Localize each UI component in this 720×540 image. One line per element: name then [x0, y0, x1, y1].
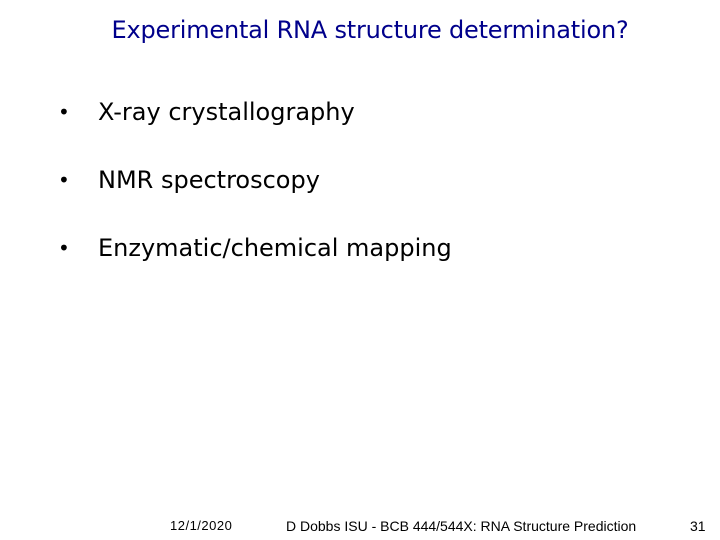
footer-date: 12/1/2020 [170, 518, 233, 533]
bullet-item-nmr [58, 160, 452, 200]
bullet-text: Enzymatic/chemical mapping [98, 234, 452, 262]
bullet-text: NMR spectroscopy [98, 166, 320, 194]
bullet-item-xray [58, 92, 452, 132]
bullet-item-mapping [58, 228, 452, 268]
bullet-marker: • [58, 168, 70, 192]
footer-course-label: D Dobbs ISU - BCB 444/544X: RNA Structure Prediction [286, 518, 637, 534]
bullet-marker: • [58, 236, 70, 260]
bullet-text: X-ray crystallography [98, 98, 355, 126]
page-number: 31 [690, 518, 706, 534]
slide-title: Experimental RNA structure determination? [111, 16, 629, 44]
bullet-marker: • [58, 100, 70, 124]
bullet-list [58, 92, 452, 296]
